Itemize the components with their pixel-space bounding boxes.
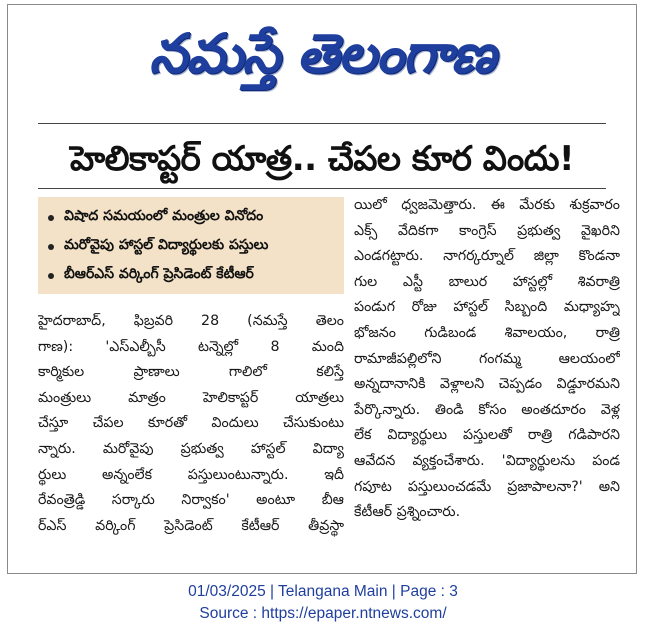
- highlight-item: [48, 203, 336, 232]
- highlight-text: బీఆర్ఎస్ వర్కింగ్ ప్రెసిడెంట్ కేటీఆర్: [64, 266, 254, 282]
- column-line: అన్నదానానికి వెళ్లాలని చెప్పడం విడ్డూరమని: [354, 376, 620, 393]
- highlight-text: విషాద సమయంలో మంత్రుల వినోదం: [64, 208, 264, 224]
- column-line: కార్మికుల ప్రాణాలు గాలిలో కలిస్తే: [38, 364, 344, 381]
- bullet-icon: [48, 244, 54, 250]
- highlights-box: [38, 197, 344, 294]
- headline-bottom-rule: [38, 188, 606, 189]
- column-line: న్నారు. మరోవైపు ప్రభుత్వ హాస్టల్ విద్యా: [38, 440, 344, 457]
- article-column-left: [38, 309, 344, 539]
- column-line: రామాజీపల్లిలోని గంగమ్మ ఆలయంలో: [354, 350, 620, 367]
- source-link[interactable]: Source : https://epaper.ntnews.com/: [199, 605, 447, 622]
- column-line: రేవంత్రెడ్డి సర్కారు నిర్వాకం' అంటూ బీఆ: [38, 492, 344, 509]
- bullet-icon: [48, 215, 54, 221]
- column-line: గాణ): 'ఎస్ఎల్బీసీ టన్నెల్లో 8 మంది: [38, 338, 344, 355]
- newspaper-masthead-logo: నమస్తే తెలంగాణ: [149, 21, 495, 85]
- column-line: ఎక్స్ వేదికగా కాంగ్రెస్ ప్రభుత్వ వైఖరిని: [354, 222, 620, 239]
- column-line: గుల ఎస్టీ బాలుర హాస్టల్లో శివరాత్రి: [354, 273, 620, 290]
- article-column-right: [354, 193, 620, 526]
- column-line: ర్ఎస్ వర్కింగ్ ప్రెసిడెంట్ కేటీఆర్ తీవ్రస్థా: [38, 517, 344, 534]
- column-line: పేర్కొన్నారు. తిండి కోసం అంతదూరం వెళ్ల: [354, 401, 620, 418]
- column-line: కేటీఆర్ ప్రశ్నించారు.: [354, 504, 461, 521]
- column-line: మంత్రులు మాత్రం హెలికాప్టర్ యాత్రలు: [38, 389, 344, 406]
- column-line: హైదరాబాద్, ఫిబ్రవరి 28 (నమస్తే తెలం: [38, 313, 344, 329]
- column-line: భోజనం గుడిబండ శివాలయం, రాత్రి: [354, 324, 620, 341]
- column-line: యిలో ధ్వజమెత్తారు. ఈ మేరకు శుక్రవారం: [354, 197, 620, 213]
- column-line: పండుగ రోజు హాస్టల్ సిబ్బంది మధ్యాహ్న: [354, 299, 620, 316]
- article-headline: హెలికాప్టర్ యాత్ర.. చేపల కూర విందు!: [69, 139, 574, 179]
- column-line: చేస్తూ చేపల కూరతో విందులు చేసుకుంటు: [38, 415, 344, 432]
- news-clipping: [7, 4, 637, 574]
- bullet-icon: [48, 273, 54, 279]
- column-line: ఎండగట్టారు. నాగర్కర్నూల్ జిల్లా కొండనా: [354, 248, 620, 265]
- headline-top-rule: [38, 123, 606, 124]
- highlight-item: [48, 261, 336, 290]
- edition-info: 01/03/2025 | Telangana Main | Page : 3: [188, 583, 458, 600]
- highlight-text: మరోవైపు హాస్టల్ విద్యార్థులకు పస్తులు: [64, 237, 269, 253]
- column-line: గపూట పస్తులుంచడమే ప్రజాపాలనా?' అని: [354, 478, 620, 495]
- column-line: లేక విద్యార్థులు పస్తులతో రాత్రి గడిపారని: [354, 427, 620, 444]
- highlight-item: [48, 232, 336, 261]
- column-line: ర్థులు అన్నంలేక పస్తులుంటున్నారు. ఇదీ: [38, 466, 344, 483]
- column-line: ఆవేదన వ్యక్తంచేశారు. 'విద్యార్థులను పండ: [354, 452, 620, 469]
